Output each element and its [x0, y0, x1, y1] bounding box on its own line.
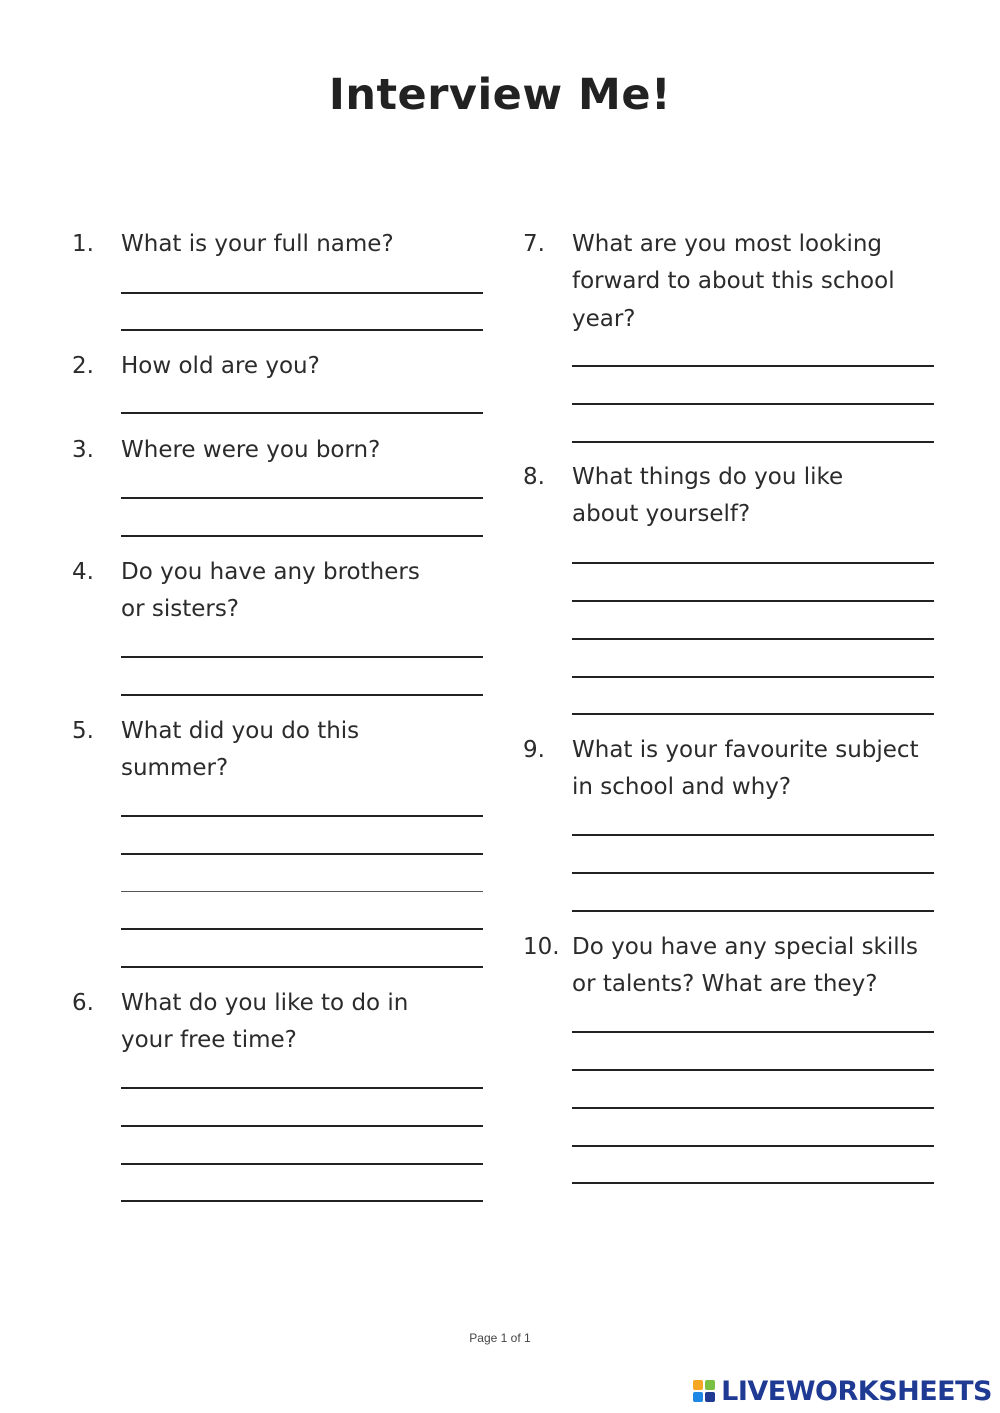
answer-line-7a[interactable]: [572, 365, 934, 367]
answer-line-1a[interactable]: [121, 292, 483, 294]
answer-line-8a[interactable]: [572, 562, 934, 564]
question-text: What is your full name?: [121, 231, 394, 257]
answer-line-7b[interactable]: [572, 403, 934, 405]
question-text: What did you do this: [121, 718, 360, 744]
question-text: What do you like to do in: [121, 990, 409, 1016]
answer-line-9c[interactable]: [572, 910, 934, 912]
question-number: 5.: [72, 718, 94, 744]
question-text: Do you have any special skills: [572, 934, 919, 960]
question-text: about yourself?: [572, 501, 751, 527]
question-8: [523, 459, 943, 539]
question-text: or sisters?: [121, 596, 240, 622]
answer-line-10b[interactable]: [572, 1069, 934, 1071]
answer-line-8b[interactable]: [572, 600, 934, 602]
question-4: [72, 554, 492, 634]
page-title: Interview Me!: [328, 70, 672, 120]
question-text: What things do you like: [572, 464, 844, 490]
question-number: 2.: [72, 353, 94, 379]
question-number: 4.: [72, 559, 94, 585]
answer-line-8e[interactable]: [572, 713, 934, 715]
question-text: year?: [572, 306, 636, 332]
page-footer: Page 1 of 1: [469, 1331, 531, 1345]
question-7: [523, 226, 943, 341]
answer-line-4a[interactable]: [121, 656, 483, 658]
answer-line-6a[interactable]: [121, 1087, 483, 1089]
answer-line-9b[interactable]: [572, 872, 934, 874]
answer-line-10c[interactable]: [572, 1107, 934, 1109]
answer-line-10a[interactable]: [572, 1031, 934, 1033]
question-text: What are you most looking: [572, 231, 883, 257]
question-number: 1.: [72, 231, 94, 257]
answer-line-6c[interactable]: [121, 1163, 483, 1165]
question-number: 7.: [523, 231, 545, 257]
answer-line-9a[interactable]: [572, 834, 934, 836]
answer-line-10d[interactable]: [572, 1145, 934, 1147]
question-text: summer?: [121, 755, 229, 781]
question-number: 3.: [72, 437, 94, 463]
answer-line-4b[interactable]: [121, 694, 483, 696]
question-number: 9.: [523, 737, 545, 763]
question-text: Where were you born?: [121, 437, 381, 463]
question-9: [523, 732, 943, 812]
question-2: [72, 348, 492, 388]
question-text: Do you have any brothers: [121, 559, 420, 585]
question-text: What is your favourite subject: [572, 737, 919, 763]
answer-line-5e[interactable]: [121, 966, 483, 968]
question-number: 8.: [523, 464, 545, 490]
liveworksheets-wordmark: LIVEWORKSHEETS: [721, 1376, 992, 1407]
question-10: [523, 929, 943, 1009]
answer-line-6d[interactable]: [121, 1200, 483, 1202]
question-1: [72, 226, 492, 266]
question-text: your free time?: [121, 1027, 297, 1053]
answer-line-6b[interactable]: [121, 1125, 483, 1127]
question-number: 6.: [72, 990, 94, 1016]
question-3: [72, 432, 492, 472]
answer-line-2a[interactable]: [121, 412, 483, 414]
question-5: [72, 713, 492, 793]
liveworksheets-logo-icon: [693, 1380, 717, 1404]
liveworksheets-brand[interactable]: [693, 1376, 992, 1407]
question-number: 10.: [523, 934, 560, 960]
answer-line-8d[interactable]: [572, 676, 934, 678]
answer-line-3b[interactable]: [121, 535, 483, 537]
answer-line-10e[interactable]: [572, 1182, 934, 1184]
question-text: How old are you?: [121, 353, 320, 379]
answer-line-5d[interactable]: [121, 928, 483, 930]
answer-line-5c[interactable]: [121, 891, 483, 892]
answer-line-8c[interactable]: [572, 638, 934, 640]
answer-line-3a[interactable]: [121, 497, 483, 499]
question-text: forward to about this school: [572, 268, 895, 294]
question-6: [72, 985, 492, 1065]
answer-line-5a[interactable]: [121, 815, 483, 817]
answer-line-5b[interactable]: [121, 853, 483, 855]
question-text: or talents? What are they?: [572, 971, 878, 997]
question-text: in school and why?: [572, 774, 792, 800]
answer-line-7c[interactable]: [572, 441, 934, 443]
answer-line-1b[interactable]: [121, 329, 483, 331]
